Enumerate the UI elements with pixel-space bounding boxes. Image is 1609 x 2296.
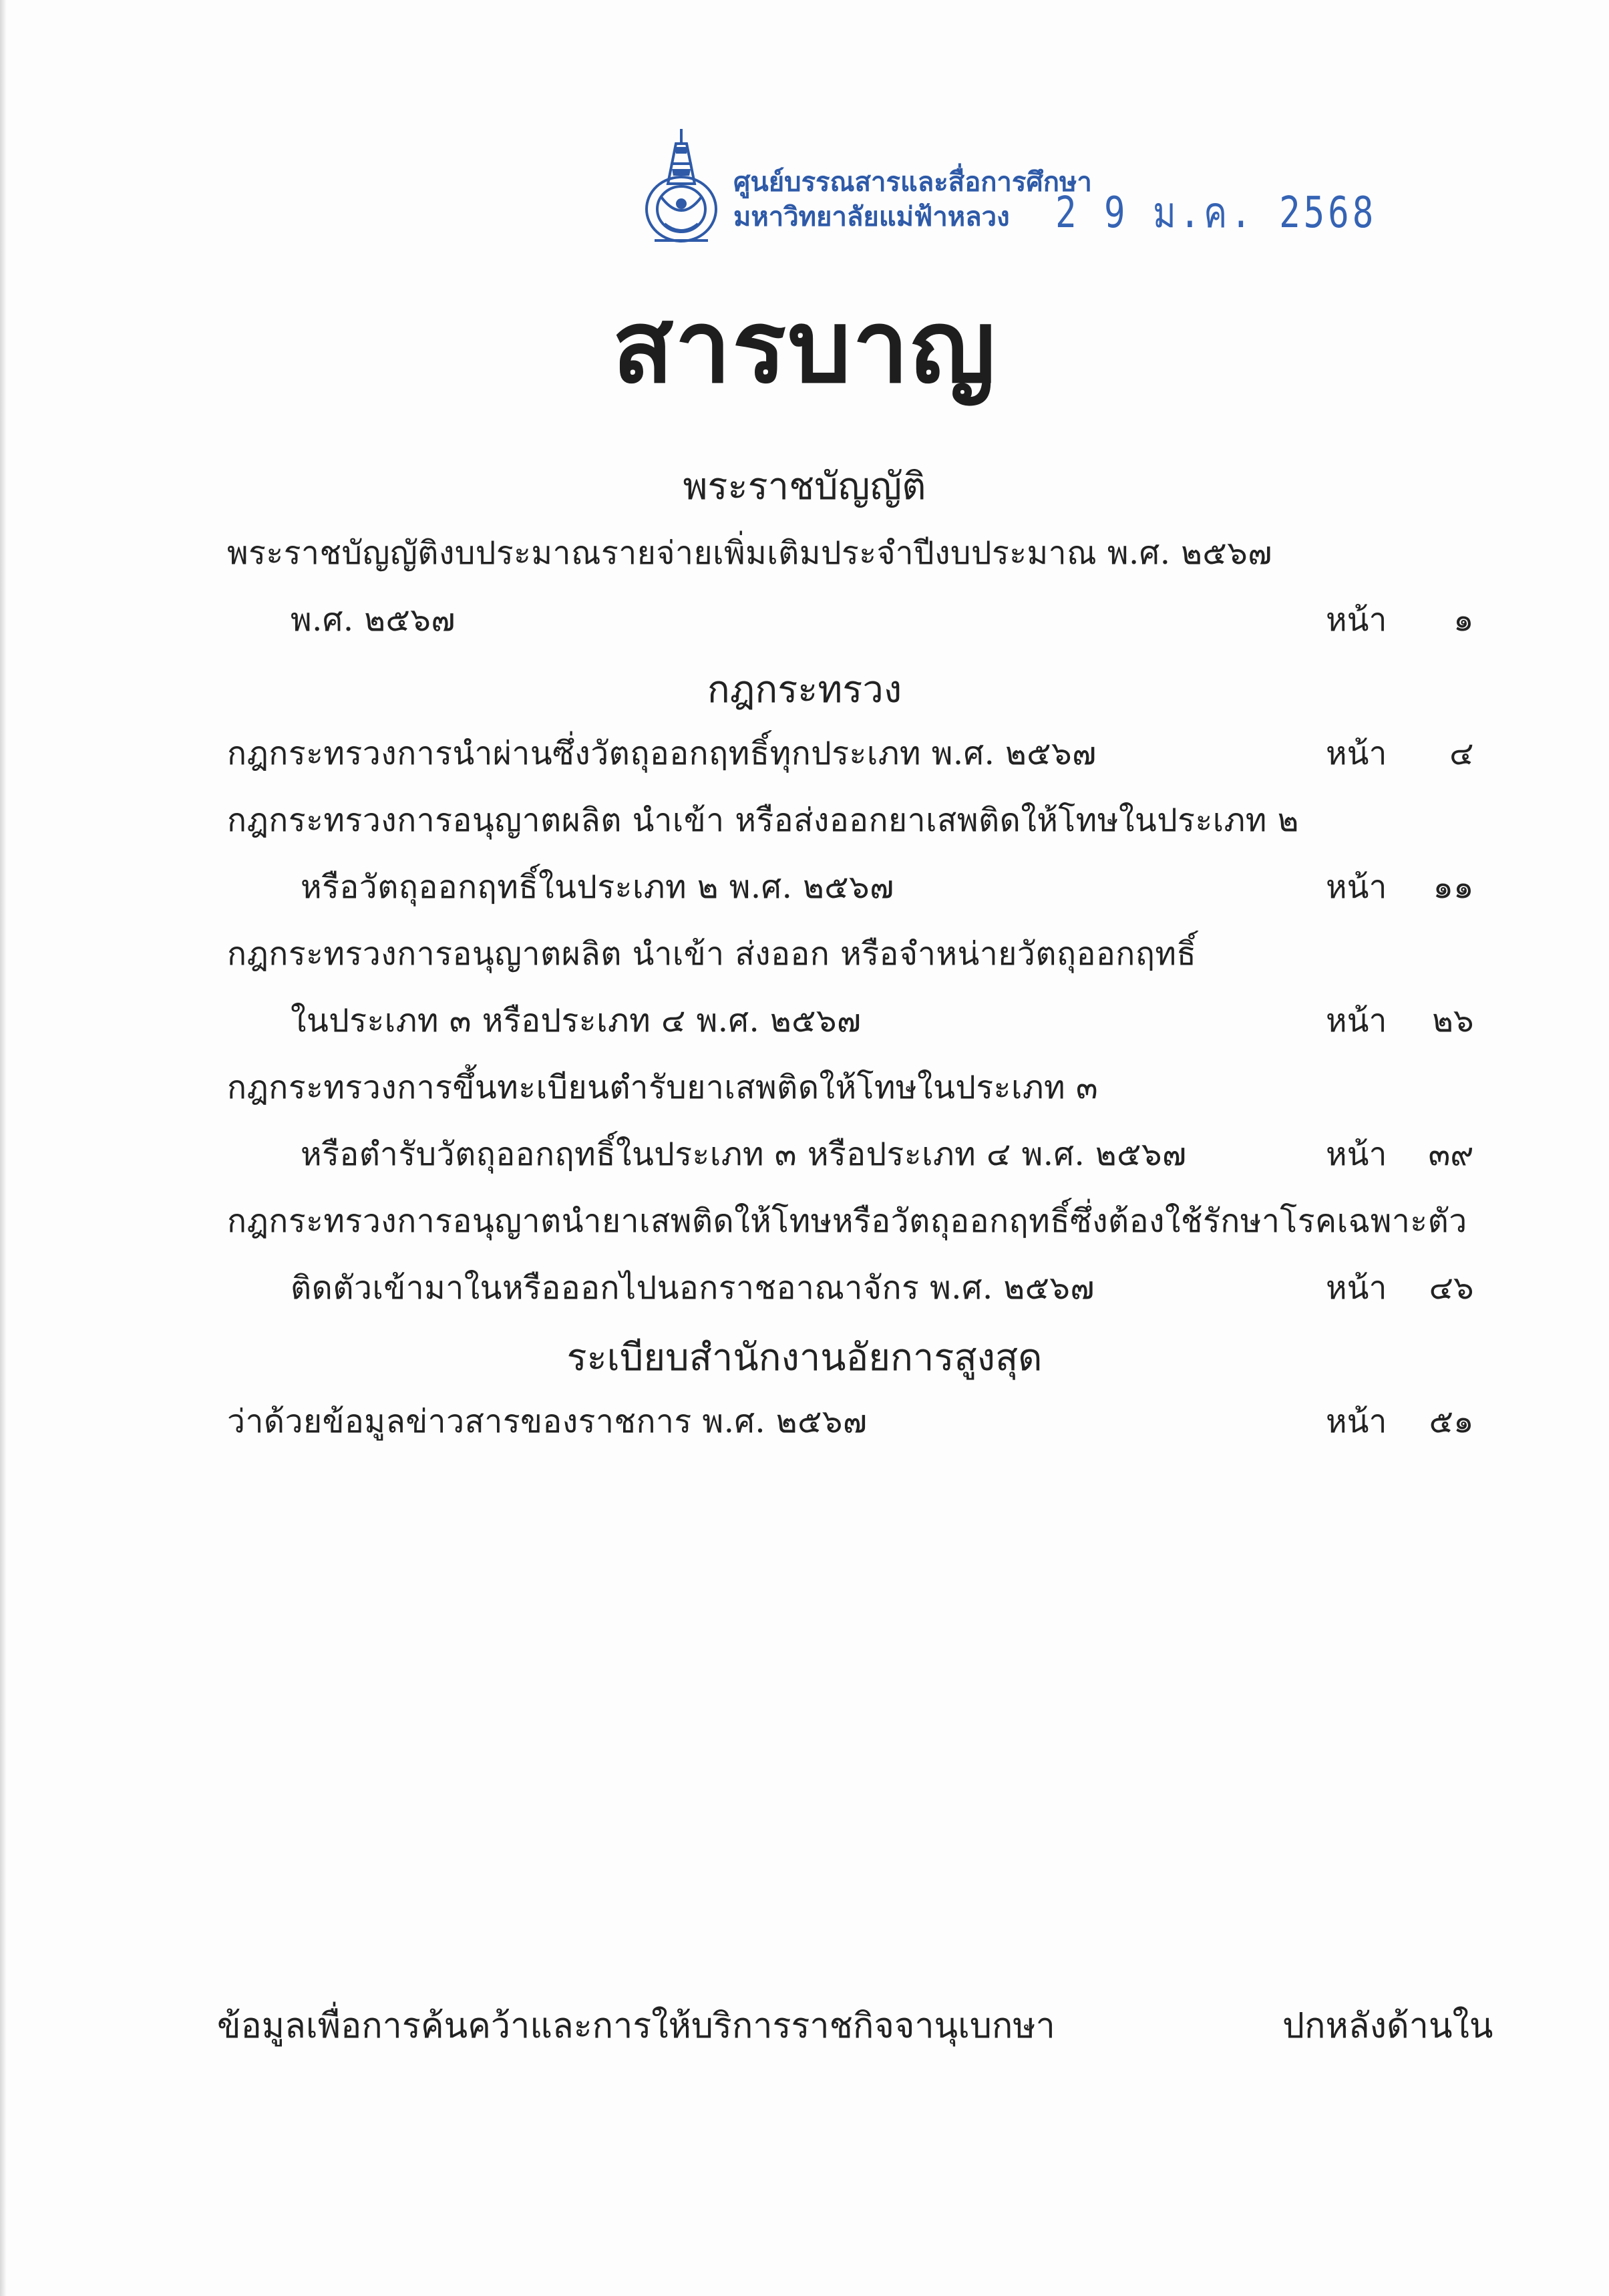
stamp-date: 2 9 ม.ค. 2568: [1055, 188, 1377, 238]
toc-page-ref: [1326, 862, 1473, 913]
university-emblem-icon: [635, 124, 728, 251]
toc-entry-line1: กฎกระทรวงการนำผ่านซึ่งวัตถุออกฤทธิ์ทุกประเภท พ.ศ. ๒๕๖๗: [227, 735, 1097, 772]
toc-entry-line1: กฎกระทรวงการอนุญาตผลิต นำเข้า หรือส่งออกยาเสพติดให้โทษในประเภท ๒: [227, 802, 1299, 839]
toc-page-ref: [1326, 1129, 1473, 1180]
toc-page-ref: [1326, 1263, 1473, 1313]
page-label: หน้า: [1326, 735, 1387, 772]
toc-page-ref: [1326, 1396, 1473, 1447]
page-number: ๓๙: [1428, 1136, 1474, 1173]
toc-entry-line1: กฎกระทรวงการอนุญาตนำยาเสพติดให้โทษหรือวัตถุออกฤทธิ์ซึ่งต้องใช้รักษาโรคเฉพาะตัว: [227, 1202, 1467, 1240]
page-label: หน้า: [1326, 1403, 1387, 1440]
toc-entry-line2: ติดตัวเข้ามาในหรือออกไปนอกราชอาณาจักร พ.ศ. ๒๕๖๗: [291, 1269, 1095, 1307]
toc-page-ref: [1326, 995, 1473, 1046]
toc-entry-line1: กฎกระทรวงการขึ้นทะเบียนตำรับยาเสพติดให้โทษในประเภท ๓: [227, 1069, 1099, 1106]
page-number: ๑: [1453, 601, 1474, 639]
toc-entry-line2: พ.ศ. ๒๕๖๗: [291, 601, 456, 639]
page-number: ๕๑: [1429, 1403, 1474, 1440]
page-label: หน้า: [1326, 868, 1387, 906]
toc-entry-line2: ในประเภท ๓ หรือประเภท ๔ พ.ศ. ๒๕๖๗: [291, 1002, 862, 1039]
toc-entry-line2: หรือวัตถุออกฤทธิ์ในประเภท ๒ พ.ศ. ๒๕๖๗: [301, 868, 894, 906]
page-number: ๔: [1449, 735, 1474, 772]
section-heading-ministerial-regulations: กฎกระทรวง: [707, 668, 902, 711]
toc-page-ref: [1326, 728, 1473, 779]
footer-position-note: ปกหลังด้านใน: [1282, 2006, 1493, 2046]
stamp-org-line2: มหาวิทยาลัยแม่ฟ้าหลวง: [733, 202, 1010, 232]
page-number: ๔๖: [1429, 1269, 1474, 1307]
page-label: หน้า: [1326, 1269, 1387, 1307]
page-label: หน้า: [1326, 1002, 1387, 1039]
toc-page-ref: [1326, 595, 1473, 645]
stamp-organization: [733, 165, 1092, 234]
page-number: ๒๖: [1432, 1002, 1474, 1039]
section-heading-acts: พระราชบัญญัติ: [683, 465, 926, 508]
section-heading-attorney-general-regulations: ระเบียบสำนักงานอัยการสูงสุด: [566, 1336, 1043, 1379]
page-label: หน้า: [1326, 1136, 1387, 1173]
toc-entry-line1: ว่าด้วยข้อมูลข่าวสารของราชการ พ.ศ. ๒๕๖๗: [227, 1403, 868, 1440]
footer-source-note: ข้อมูลเพื่อการค้นคว้าและการให้บริการราชกิจจานุเบกษา: [217, 2006, 1055, 2046]
toc-entry-line1: พระราชบัญญัติงบประมาณรายจ่ายเพิ่มเติมประจำปีงบประมาณ พ.ศ. ๒๕๖๗: [227, 534, 1272, 572]
page-title: สารบาญ: [612, 289, 997, 405]
page-number: ๑๑: [1433, 868, 1474, 906]
library-stamp: [635, 117, 1377, 251]
stamp-org-line1: ศูนย์บรรณสารและสื่อการศึกษา: [733, 167, 1092, 198]
toc-entry-line1: กฎกระทรวงการอนุญาตผลิต นำเข้า ส่งออก หรือจำหน่ายวัตถุออกฤทธิ์: [227, 935, 1197, 973]
page-label: หน้า: [1326, 601, 1387, 639]
toc-entry-line2: หรือตำรับวัตถุออกฤทธิ์ในประเภท ๓ หรือประเภท ๔ พ.ศ. ๒๕๖๗: [301, 1136, 1187, 1173]
